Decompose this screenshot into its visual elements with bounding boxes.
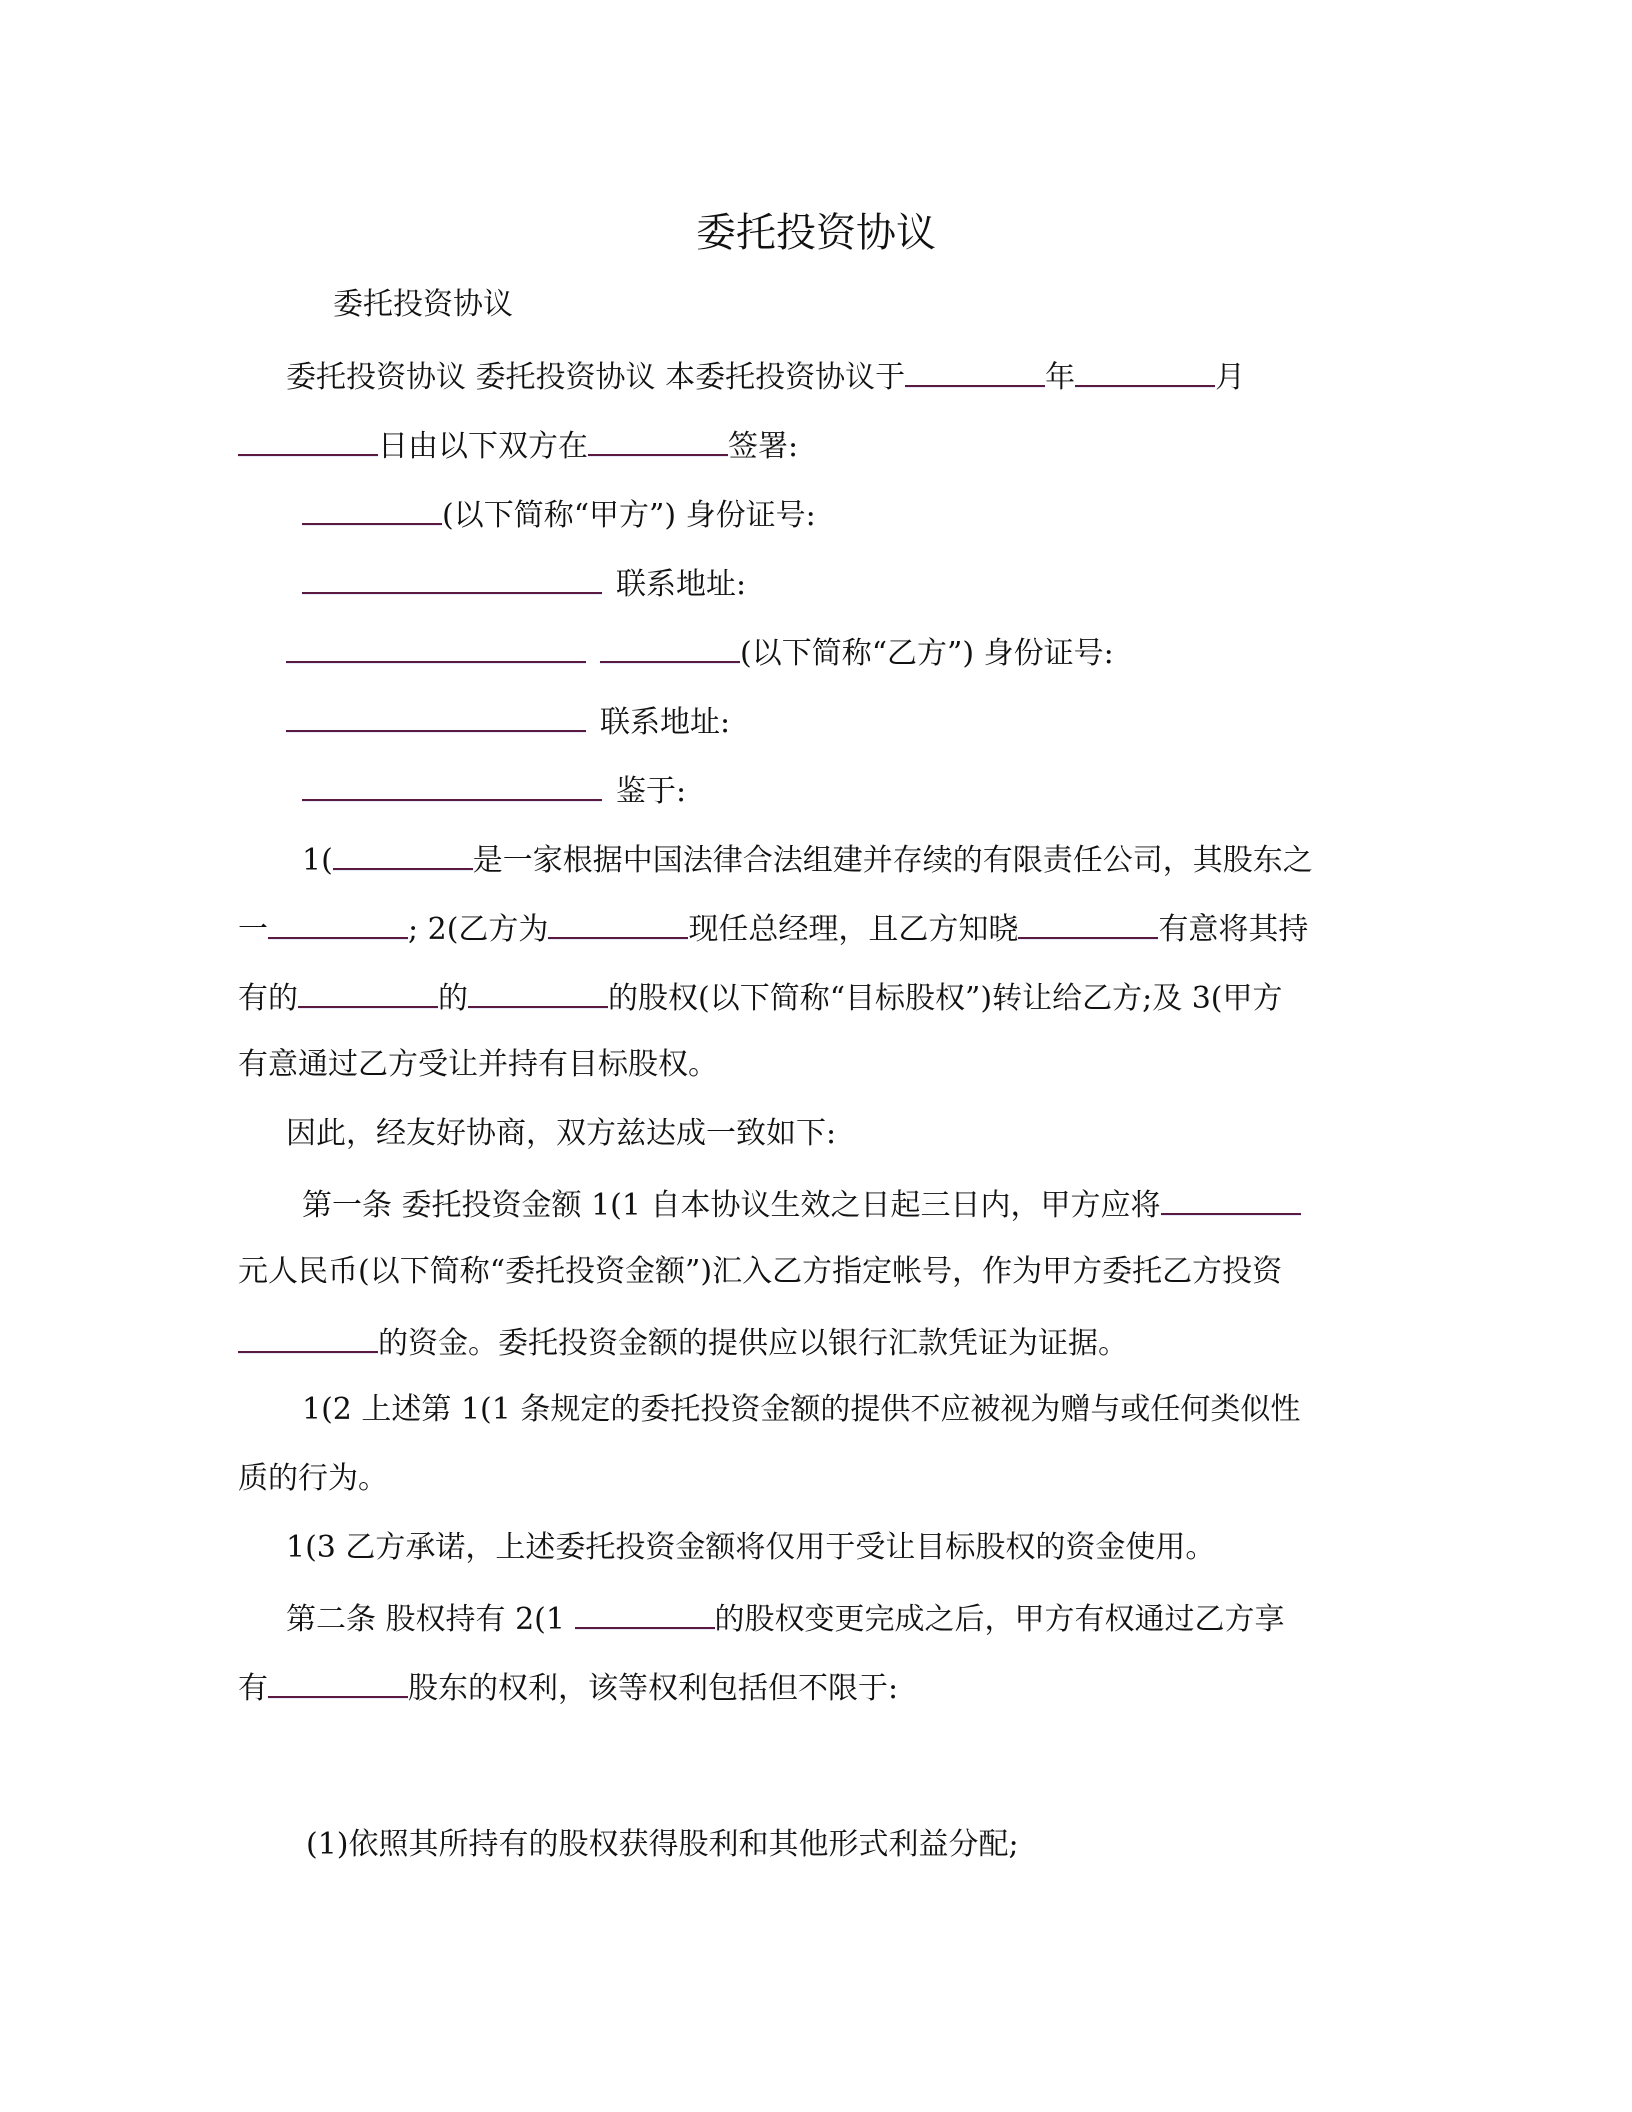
text: (以下简称“甲方”) 身份证号: bbox=[442, 498, 816, 533]
paragraph-line bbox=[286, 1597, 1285, 1640]
paragraph-line: 因此，经友好协商，双方兹达成一致如下: bbox=[286, 1116, 837, 1151]
subtitle: 委托投资协议 bbox=[333, 287, 513, 322]
paragraph-line bbox=[238, 1666, 898, 1709]
text: 月 bbox=[1215, 360, 1246, 395]
blank-day-field[interactable] bbox=[238, 424, 378, 456]
paragraph-line: 有意通过乙方受让并持有目标股权。 bbox=[238, 1047, 718, 1082]
text: ; 2(乙方为 bbox=[408, 912, 549, 947]
blank-company-2-field[interactable] bbox=[548, 907, 688, 939]
text: 的资金。委托投资金额的提供应以银行汇款凭证为证据。 bbox=[378, 1326, 1128, 1361]
text: 联系地址: bbox=[616, 567, 747, 602]
text: 年 bbox=[1045, 360, 1076, 395]
text: 联系地址: bbox=[600, 705, 731, 740]
paragraph-line bbox=[302, 1183, 1301, 1226]
blank-shareholder-field[interactable] bbox=[268, 907, 408, 939]
paragraph-line bbox=[238, 976, 1283, 1019]
blank-shareholder-2-field[interactable] bbox=[1018, 907, 1158, 939]
paragraph-line bbox=[302, 838, 1313, 881]
text: 的 bbox=[438, 981, 468, 1016]
blank-party-b-address-field[interactable] bbox=[302, 769, 602, 801]
blank-equity-company-field[interactable] bbox=[575, 1597, 715, 1629]
blank-party-a-id-field[interactable] bbox=[302, 562, 602, 594]
text: 第二条 股权持有 2(1 bbox=[286, 1602, 575, 1637]
text: 第一条 委托投资金额 1(1 自本协议生效之日起三日内，甲方应将 bbox=[302, 1188, 1161, 1223]
blank-company-3-field[interactable] bbox=[298, 976, 438, 1008]
paragraph-line: 1(3 乙方承诺，上述委托投资金额将仅用于受让目标股权的资金使用。 bbox=[286, 1530, 1216, 1565]
text: 1( bbox=[302, 843, 333, 878]
blank-shareholder-company-field[interactable] bbox=[268, 1666, 408, 1698]
paragraph-line bbox=[286, 631, 1114, 674]
paragraph-line: 质的行为。 bbox=[238, 1461, 388, 1496]
text: 委托投资协议 委托投资协议 本委托投资协议于 bbox=[286, 360, 906, 395]
text: 的股权变更完成之后，甲方有权通过乙方享 bbox=[714, 1602, 1285, 1637]
paragraph-line: 元人民币(以下简称“委托投资金额”)汇入乙方指定帐号，作为甲方委托乙方投资 bbox=[238, 1254, 1283, 1289]
text: 日由以下双方在 bbox=[378, 429, 588, 464]
blank-company-field[interactable] bbox=[333, 838, 473, 870]
paragraph-line bbox=[302, 493, 816, 536]
text: 的股权(以下简称“目标股权”)转让给乙方;及 3(甲方 bbox=[608, 981, 1283, 1016]
text: 是一家根据中国法律合法组建并存续的有限责任公司，其股东之 bbox=[472, 843, 1313, 878]
paragraph-line bbox=[302, 562, 746, 605]
paragraph-line bbox=[238, 424, 798, 467]
blank-party-a-field[interactable] bbox=[302, 493, 442, 525]
paragraph-line bbox=[302, 769, 686, 812]
paragraph-line bbox=[286, 355, 1245, 398]
text: 有的 bbox=[238, 981, 298, 1016]
text: 有 bbox=[238, 1671, 268, 1706]
blank-party-b-id-field[interactable] bbox=[286, 700, 586, 732]
blank-party-a-address-field[interactable] bbox=[286, 631, 586, 663]
paragraph-line: (1)依照其所持有的股权获得股利和其他形式利益分配; bbox=[306, 1827, 1019, 1862]
paragraph-line bbox=[238, 1321, 1128, 1364]
text: (以下简称“乙方”) 身份证号: bbox=[740, 636, 1114, 671]
blank-amount-field[interactable] bbox=[1161, 1183, 1301, 1215]
text: 股东的权利，该等权利包括但不限于: bbox=[408, 1671, 899, 1706]
blank-party-b-field[interactable] bbox=[600, 631, 740, 663]
blank-month-field[interactable] bbox=[1075, 355, 1215, 387]
blank-invest-target-field[interactable] bbox=[238, 1321, 378, 1353]
paragraph-line bbox=[286, 700, 730, 743]
document-title: 委托投资协议 bbox=[696, 210, 936, 256]
blank-place-field[interactable] bbox=[588, 424, 728, 456]
paragraph-line: 1(2 上述第 1(1 条规定的委托投资金额的提供不应被视为赠与或任何类似性 bbox=[302, 1392, 1301, 1427]
text: 鉴于: bbox=[616, 774, 687, 809]
text: 一 bbox=[238, 912, 268, 947]
text: 现任总经理，且乙方知晓 bbox=[688, 912, 1019, 947]
text: 有意将其持 bbox=[1158, 912, 1309, 947]
paragraph-line bbox=[238, 907, 1308, 950]
blank-year-field[interactable] bbox=[905, 355, 1045, 387]
text: 签署: bbox=[728, 429, 799, 464]
blank-percent-field[interactable] bbox=[468, 976, 608, 1008]
